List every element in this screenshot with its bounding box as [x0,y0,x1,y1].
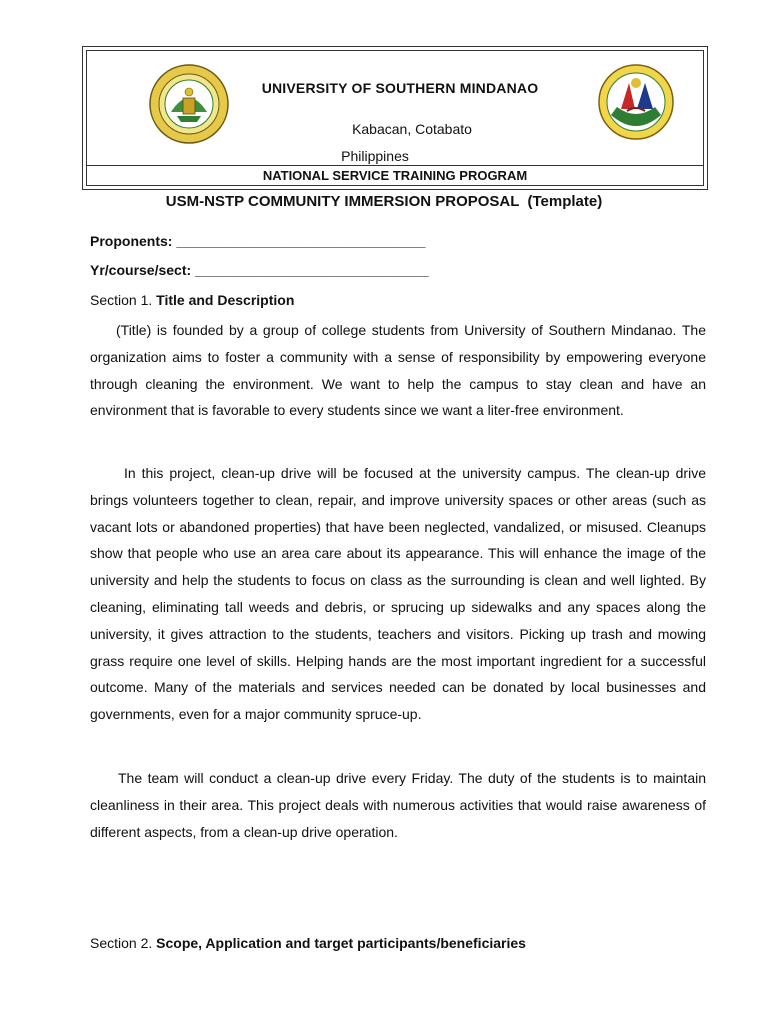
letterhead-inner [86,50,704,186]
section-2-title: Scope, Application and target participants/beneficiaries [156,935,526,951]
section-1-heading [90,292,294,308]
letterhead-box [82,46,708,190]
paragraph-2: In this project, clean-up drive will be focused at the university campus. The clean-up drive brings volunteers together to clean, repair, and improve university spaces or other areas (such as vacant lots or abandoned properties) that have been neglected, vandalized, or misused. Cleanups show that people who use an area care about its appearance. This will enhance the image of the university and help the students to focus on class as the surrounding is clean and well lighted. By cleaning, eliminating tall weeds and debris, or sprucing up sidewalks and any spaces along the university, it gives attraction to the students, teachers and visitors. Picking up trash and mowing grass require one level of skills. Helping hands are the most important ingredient for a successful outcome. Many of the materials and services needed can be donated by local businesses and governments, even for a major community spruce-up. [90,465,706,723]
yr-course-sect-field: Yr/course/sect: ______________________________ [90,262,429,278]
proponents-field: Proponents: ________________________________ [90,233,426,249]
header-divider [87,165,703,166]
university-country: Philippines [341,148,409,164]
program-name: NATIONAL SERVICE TRAINING PROGRAM [262,168,528,183]
section-1-prefix: Section 1. [90,292,157,308]
document-title: USM-NSTP COMMUNITY IMMERSION PROPOSAL (Template) [165,193,603,210]
university-name: UNIVERSITY OF SOUTHERN MINDANAO [261,80,539,96]
section-1-title: Title and Description [156,292,295,308]
section-2-heading [90,935,526,951]
university-city: Kabacan, Cotabato [352,121,472,137]
paragraph-3: The team will conduct a clean-up drive every Friday. The duty of the students is to maintain cleanliness in their area. This project deals with numerous activities that would raise awareness of different aspects, from a clean-up drive operation. [90,770,706,840]
paragraph-1: (Title) is founded by a group of college students from University of Southern Mindanao. The organization aims to foster a community with a sense of responsibility by empowering everyone through cleaning the environment. We want to help the campus to stay clean and have an environment that is favorable to every students since we want a liter-free environment. [90,322,706,419]
section-2-prefix: Section 2. [90,935,157,951]
